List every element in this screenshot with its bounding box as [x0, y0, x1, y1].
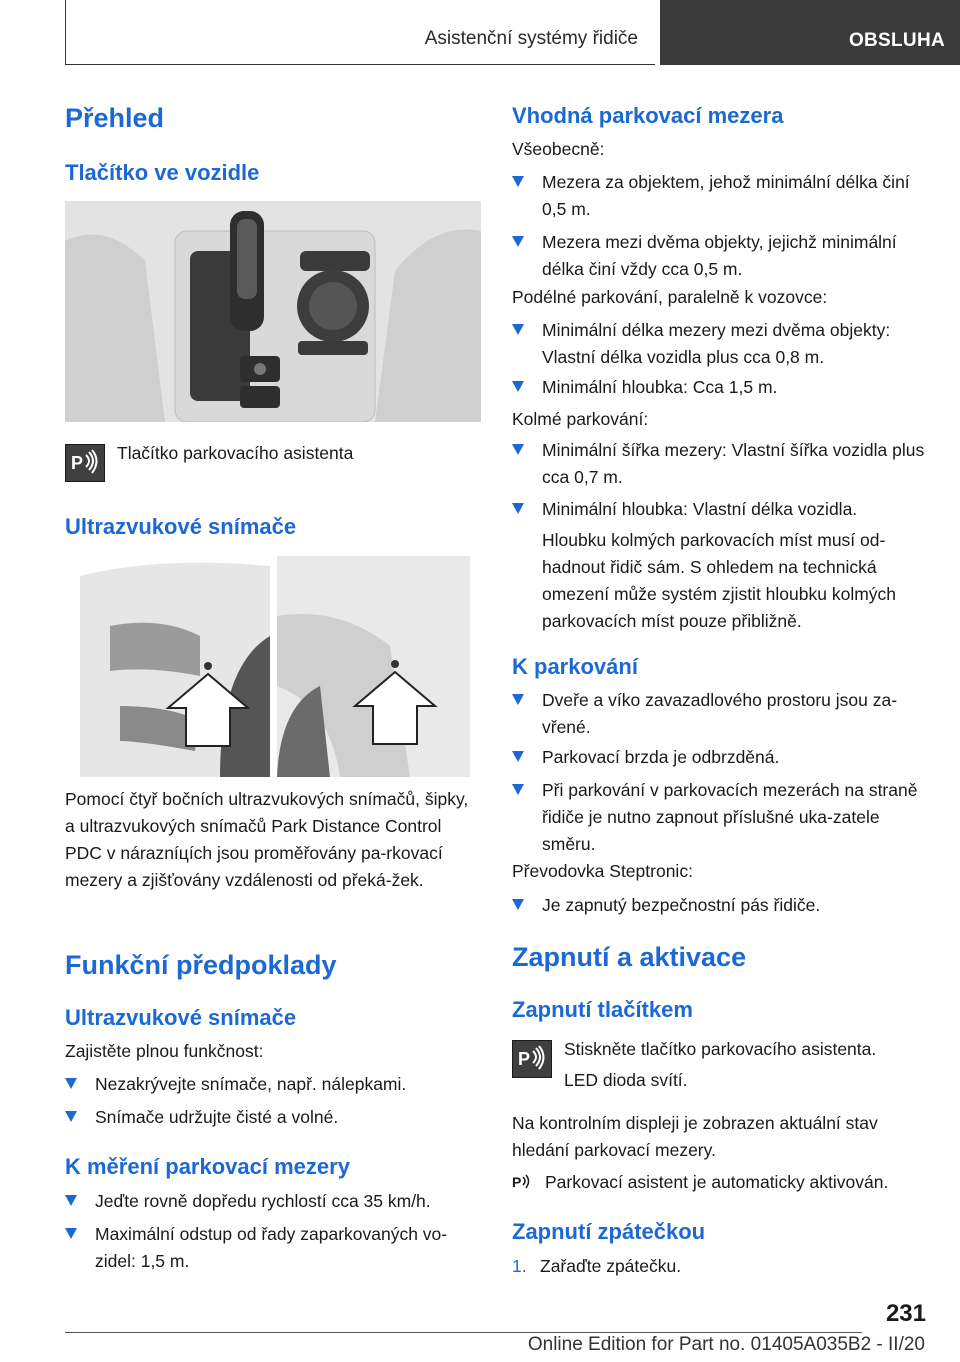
sensor-location-illustration — [80, 556, 470, 777]
text-podelne: Podélné parkování, paralelně k vozovce: — [512, 287, 828, 307]
heading-vhodna: Vhodná parkovací mezera — [512, 103, 784, 128]
list-item: Dveře a víko zavazadlového prostoru jsou za-vřené. — [512, 687, 932, 741]
text-vseobecne: Všeobecně: — [512, 139, 605, 159]
triangle-bullet-icon — [65, 1078, 77, 1089]
list-item: Při parkování v parkovacích mezerách na straně řidiče je nutno zapnout příslušné uka-zatele směru. — [512, 777, 932, 858]
list-item: Minimální hloubka: Vlastní délka vozidla. — [512, 496, 932, 523]
list-item: Minimální délka mezery mezi dvěma objekty: Vlastní délka vozidla plus cca 0,8 m. — [512, 317, 932, 371]
header-section-title: Asistenční systémy řidiče — [424, 28, 638, 49]
triangle-bullet-icon — [512, 176, 524, 187]
list-item: Jeďte rovně dopředu rychlostí cca 35 km/h. — [65, 1188, 481, 1215]
parking-assistant-icon — [65, 444, 105, 482]
triangle-bullet-icon — [512, 899, 524, 910]
list-item: Parkovací brzda je odbrzděná. — [512, 744, 932, 771]
heading-ultrazvuk-2: Ultrazvukové snímače — [65, 1005, 297, 1030]
heading-k-parkovani: K parkování — [512, 654, 638, 679]
triangle-bullet-icon — [512, 503, 524, 514]
text-displej: Na kontrolním displeji je zobrazen aktuální stav hledání parkovací mezery. — [512, 1113, 878, 1160]
svg-text:P: P — [518, 1049, 531, 1069]
list-item: Minimální hloubka: Cca 1,5 m. — [512, 374, 932, 401]
triangle-bullet-icon — [512, 751, 524, 762]
list-item: Mezera za objektem, jehož minimální délka činí 0,5 m. — [512, 169, 932, 223]
heading-ultrazvuk: Ultrazvukové snímače — [65, 514, 297, 539]
footer-edition-text: Online Edition for Part no. 01405A035B2 - II/20 — [527, 1334, 925, 1355]
text-led: LED dioda svítí. — [564, 1070, 688, 1090]
text-aktivovan: Parkovací asistent je automaticky aktivován. — [545, 1172, 889, 1192]
parking-assistant-small-icon — [512, 1172, 534, 1192]
heading-tlacitko: Tlačítko ve vozidle — [65, 160, 260, 185]
list-item: Nezakrývejte snímače, např. nálepkami. — [65, 1071, 481, 1098]
center-console-illustration — [65, 201, 481, 422]
footer-rule — [65, 1332, 862, 1333]
heading-zapnuti-zpateckou: Zapnutí zpátečkou — [512, 1219, 706, 1244]
text-zajistete: Zajistěte plnou funkčnost: — [65, 1041, 264, 1061]
heading-mereni: K měření parkovací mezery — [65, 1154, 350, 1179]
sensor-location-photo — [80, 556, 470, 777]
step-text: Zařaďte zpátečku. — [540, 1256, 682, 1276]
para-ultrazvuk: Pomocí čtyř bočních ultrazvukových snímačů, šipky, a ultrazvukových snímačů Park Distance Control PDC v nárazníцích jsou proměřovány pa-rkovací mezery a zjišťovány vzdálenosti od překá-žek. — [65, 789, 469, 890]
header-tab — [660, 0, 960, 65]
triangle-bullet-icon — [512, 324, 524, 335]
svg-text:P: P — [71, 453, 84, 473]
triangle-bullet-icon — [512, 784, 524, 795]
list-item: Mezera mezi dvěma objekty, jejichž minimální délka činí vždy cca 0,5 m. — [512, 229, 932, 283]
header-bottom-rule — [65, 64, 655, 65]
parking-assistant-icon — [512, 1040, 552, 1078]
list-item: Je zapnutý bezpečnostní pás řidiče. — [512, 892, 932, 919]
triangle-bullet-icon — [65, 1195, 77, 1206]
text-stisknete: Stiskněte tlačítko parkovacího asistenta. — [564, 1039, 877, 1059]
list-item: Minimální šířka mezery: Vlastní šířka vozidla plus cca 0,7 m. — [512, 437, 932, 491]
caption-parking-button: Tlačítko parkovacího asistenta — [117, 443, 354, 463]
list-item-step-1 — [512, 1253, 932, 1280]
list-item: Snímače udržujte čisté a volné. — [65, 1104, 481, 1131]
step-number: 1. — [512, 1256, 527, 1276]
heading-zapnuti-aktivace: Zapnutí a aktivace — [512, 942, 747, 972]
text-kolme-note: Hloubku kolmých parkovacích míst musí od-hadnout řidič sám. S ohledem na technická omezení může systém zjistit hloubku kolmých parkovacích míst pouze přibližně. — [542, 530, 897, 631]
page-number: 231 — [885, 1300, 926, 1327]
heading-zapnuti-tlacitkem: Zapnutí tlačítkem — [512, 997, 693, 1022]
center-console-photo — [65, 201, 481, 422]
heading-funkcni-predpoklady: Funkční předpoklady — [65, 950, 337, 980]
footer-edition — [480, 1334, 925, 1356]
triangle-bullet-icon — [512, 444, 524, 455]
triangle-bullet-icon — [512, 236, 524, 247]
svg-text:P: P — [512, 1174, 522, 1190]
text-kolme: Kolmé parkování: — [512, 409, 649, 429]
triangle-bullet-icon — [65, 1111, 77, 1122]
header-tab-label: OBSLUHA — [848, 30, 945, 51]
triangle-bullet-icon — [65, 1228, 77, 1239]
heading-prehled: Přehled — [65, 103, 165, 133]
text-prevodovka: Převodovka Steptronic: — [512, 861, 693, 881]
list-item: Maximální odstup od řady zaparkovaných vo-zidel: 1,5 m. — [65, 1221, 481, 1275]
triangle-bullet-icon — [512, 381, 524, 392]
triangle-bullet-icon — [512, 694, 524, 705]
